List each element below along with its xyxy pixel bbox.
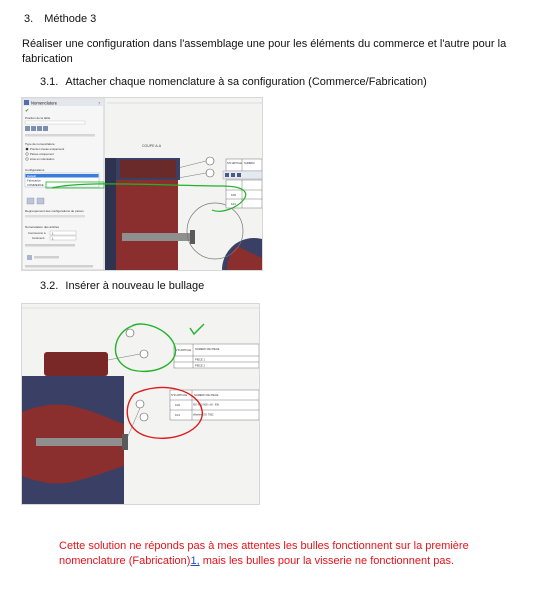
part-cap-inner (120, 160, 176, 178)
template-icon-4[interactable] (43, 126, 48, 131)
keep-order-option[interactable] (25, 244, 75, 247)
table1-row-1: 100 (231, 193, 237, 197)
note-text-2: mais les bulles pour la visserie ne fonctionnent pas. (199, 555, 454, 567)
config-fabrication[interactable]: Fabrication (27, 178, 41, 183)
green-circle-annotation (115, 324, 175, 371)
table-toolbar-icon-1[interactable] (225, 173, 229, 177)
attach-option[interactable] (25, 134, 95, 137)
template-icon-1[interactable] (25, 126, 30, 131)
bolt-shank (122, 233, 194, 241)
table1-row-2: 101 (231, 202, 237, 206)
sort-option[interactable] (34, 256, 59, 259)
table2-header-part: NUMERO DE PIECE (195, 348, 220, 351)
part-body-red (116, 178, 178, 270)
help-icon[interactable]: ? (98, 100, 101, 106)
template-icon-3[interactable] (37, 126, 42, 131)
radio-first-level[interactable] (26, 148, 29, 151)
panel-title: Nomenclature (31, 100, 58, 106)
step-1-number: 3.1. (40, 76, 59, 88)
increment-value: 1 (52, 236, 54, 241)
type-option-1: Premier niveau uniquement (30, 147, 65, 151)
table3-row-2-item: 101 (175, 413, 181, 417)
green-checkmark-annotation (190, 324, 204, 334)
table1-header-number: NUMERO (244, 162, 255, 165)
type-option-2: Pièces uniquement (30, 152, 54, 156)
increment-field[interactable] (50, 236, 76, 240)
config-commerce[interactable]: COMMERCE (27, 183, 44, 187)
panel-section-numbering: Numérotation des articles (25, 225, 60, 229)
section-heading (24, 12, 96, 27)
balloon2-4[interactable] (140, 413, 148, 421)
panel-section-grouping: Regroupement des configurations de pièces (25, 209, 84, 213)
table-toolbar-icon-3[interactable] (237, 173, 241, 177)
config-default-selected[interactable] (26, 174, 99, 178)
ok-check-icon[interactable]: ✔ (25, 108, 30, 114)
sort-icon[interactable] (27, 255, 32, 260)
balloon-1[interactable] (206, 157, 214, 165)
part2-bolt-shank (36, 438, 126, 446)
section-number: 3. (24, 13, 34, 25)
note-text-1: Cette solution ne réponds pas à mes attentes les bulles fonctionnent sur la première nomenclature (Fabrication) (59, 540, 469, 567)
balloon2-2[interactable] (140, 350, 148, 358)
table1-header-item: N°D ARTICLE (227, 162, 242, 165)
type-option-3: Liste en indentation (30, 157, 55, 161)
leader2-1 (108, 354, 140, 360)
bolt-head (190, 230, 195, 244)
position-field[interactable] (25, 121, 85, 124)
step-1-title: Attacher chaque nomenclature à sa configuration (Commerce/Fabrication) (65, 76, 427, 88)
increment-label: Incrément (32, 236, 45, 240)
section-label: COUPE A-A (142, 144, 162, 148)
step-2-heading (40, 279, 204, 294)
figure-rebubbling (21, 303, 260, 505)
start-at-field[interactable] (50, 231, 76, 235)
panel-section-configurations: Configurations (25, 168, 45, 172)
figure-2-svg (22, 304, 259, 504)
part-side-blue (105, 158, 116, 270)
table3-row-1-item: 100 (175, 403, 181, 407)
section-title: Méthode 3 (44, 13, 97, 25)
config-default: Default (27, 174, 36, 178)
table3-header-part: NUMERO DE PIECE (194, 394, 219, 397)
no-change-option[interactable] (25, 265, 93, 268)
table2-row-2: PIECE 2 (195, 364, 205, 368)
template-icon-2[interactable] (31, 126, 36, 131)
intro-paragraph: Réaliser une configuration dans l'assemblage une pour les éléments du commerce et l'autre pour la fabrication (22, 38, 507, 65)
step-1-heading (40, 75, 427, 90)
grouping-option[interactable] (25, 215, 85, 218)
balloon-2[interactable] (206, 169, 214, 177)
note-link[interactable]: 1, (190, 555, 200, 567)
panel-section-type: Type de nomenclature (25, 142, 55, 146)
table2-row-1: PIECE 1 (195, 358, 205, 362)
config-button-2[interactable] (37, 198, 44, 204)
start-value: 1 (52, 231, 54, 236)
start-label: Commencer à (28, 231, 46, 235)
step-2-number: 3.2. (40, 280, 59, 292)
part2-cap (44, 352, 108, 376)
balloon2-3[interactable] (136, 400, 144, 408)
figure-1-svg (22, 98, 262, 270)
step-2-title: Insérer à nouveau le bullage (65, 280, 205, 292)
part2-bolt-head (122, 434, 128, 450)
balloon2-1[interactable] (126, 329, 134, 337)
bom-table-top (226, 159, 262, 171)
figure-bom-configuration (21, 97, 263, 271)
bom-icon (24, 100, 29, 105)
table2-header-item: N°D ARTICLE (175, 349, 192, 352)
table3-row-1-part: ISO 4762 M20 x 60 - 60N (193, 404, 220, 407)
panel-section-position: Position de la table (25, 116, 51, 120)
note-paragraph (59, 539, 499, 569)
table3-header-item: N°D ARTICLE (171, 394, 188, 397)
config-button-1[interactable] (27, 198, 34, 204)
table3-row-2-part: Washer ISO 7092 (193, 413, 214, 417)
table-toolbar-icon-2[interactable] (231, 173, 235, 177)
